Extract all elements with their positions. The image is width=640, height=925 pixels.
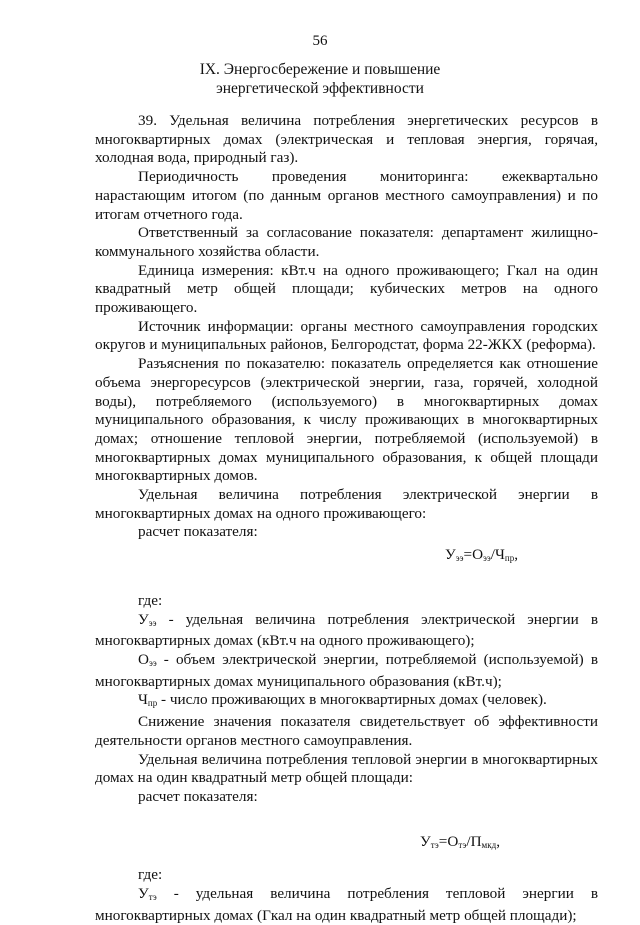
paragraph-responsible: Ответственный за согласование показателя: департамент жилищно-коммунального хозяйства области.	[95, 224, 598, 260]
definition-ch-pr: $Ч_{пр}$ - число проживающих в многоквартирных домах (человек).	[138, 691, 547, 709]
definition-o-ee: $О_{ээ}$ - объем электрической энергии, потребляемой (используемой) в многоквартирных домах муниципального образования (кВт.ч);	[95, 650, 598, 690]
formula-heat: $У_{тэ}=О_{тэ}/П_{мкд}$,	[419, 832, 500, 850]
formula-electric: $У_{ээ}=О_{ээ}/Ч_{пр}$,	[445, 546, 518, 564]
paragraph-heat-intro: Удельная величина потребления тепловой энергии в многоквартирных домах на один квадратный метр общей площади:	[95, 750, 598, 787]
paragraph-periodicity: Периодичность проведения мониторинга: ежеквартально нарастающим итогом (по данным органов местного самоуправления) и по итогам отчетного года.	[95, 168, 598, 223]
paragraph-calc-label-2: расчет показателя:	[138, 787, 258, 805]
definition-u-te: $У_{тэ}$ - удельная величина потребления тепловой энергии в многоквартирных домах (Гкал на один квадратный метр общей площади);	[95, 885, 598, 924]
paragraph-calc-label-1: расчет показателя:	[138, 523, 258, 541]
heading-line-1: IX. Энергосбережение и повышение	[199, 61, 441, 78]
where-label-1: где:	[138, 591, 163, 609]
section-heading	[0, 60, 640, 98]
heading-line-2: энергетической эффективности	[216, 80, 424, 97]
paragraph-electric-intro: Удельная величина потребления электрической энергии в многоквартирных домах на одного проживающего:	[95, 486, 598, 522]
where-label-2: где:	[138, 866, 163, 884]
definition-u-ee: $У_{ээ}$ - удельная величина потребления электрической энергии в многоквартирных домах (кВт.ч на одного проживающего);	[95, 610, 598, 650]
document-body	[95, 112, 598, 925]
paragraph-explanation: Разъяснения по показателю: показатель определяется как отношение объема энергоресурсов (электрической энергии, газа, горячей, холодной воды), потребляемого (используемого) в многоквартирных домах муниципального образования, к числу проживающих в многоквартирных домах; отношение тепловой энергии, потребляемой (используемой) в многоквартирных домах муниципального образования, к общей площади многоквартирных домов.	[95, 355, 598, 485]
page-number: 56	[312, 33, 328, 49]
paragraph-source: Источник информации: органы местного самоуправления городских округов и муниципальных районов, Белгородстат, форма 22-ЖКХ (реформа).	[95, 317, 598, 354]
paragraph-unit: Единица измерения: кВт.ч на одного проживающего; Гкал на один квадратный метр общей площади; кубических метров на одного проживающего.	[95, 261, 598, 317]
paragraph-indicator-39: 39. Удельная величина потребления энергетических ресурсов в многоквартирных домах (электрическая и тепловая энергия, горячая, холодная вода, природный газ).	[95, 112, 598, 167]
paragraph-efficiency: Снижение значения показателя свидетельствует об эффективности деятельности органов местного самоуправления.	[95, 713, 598, 749]
